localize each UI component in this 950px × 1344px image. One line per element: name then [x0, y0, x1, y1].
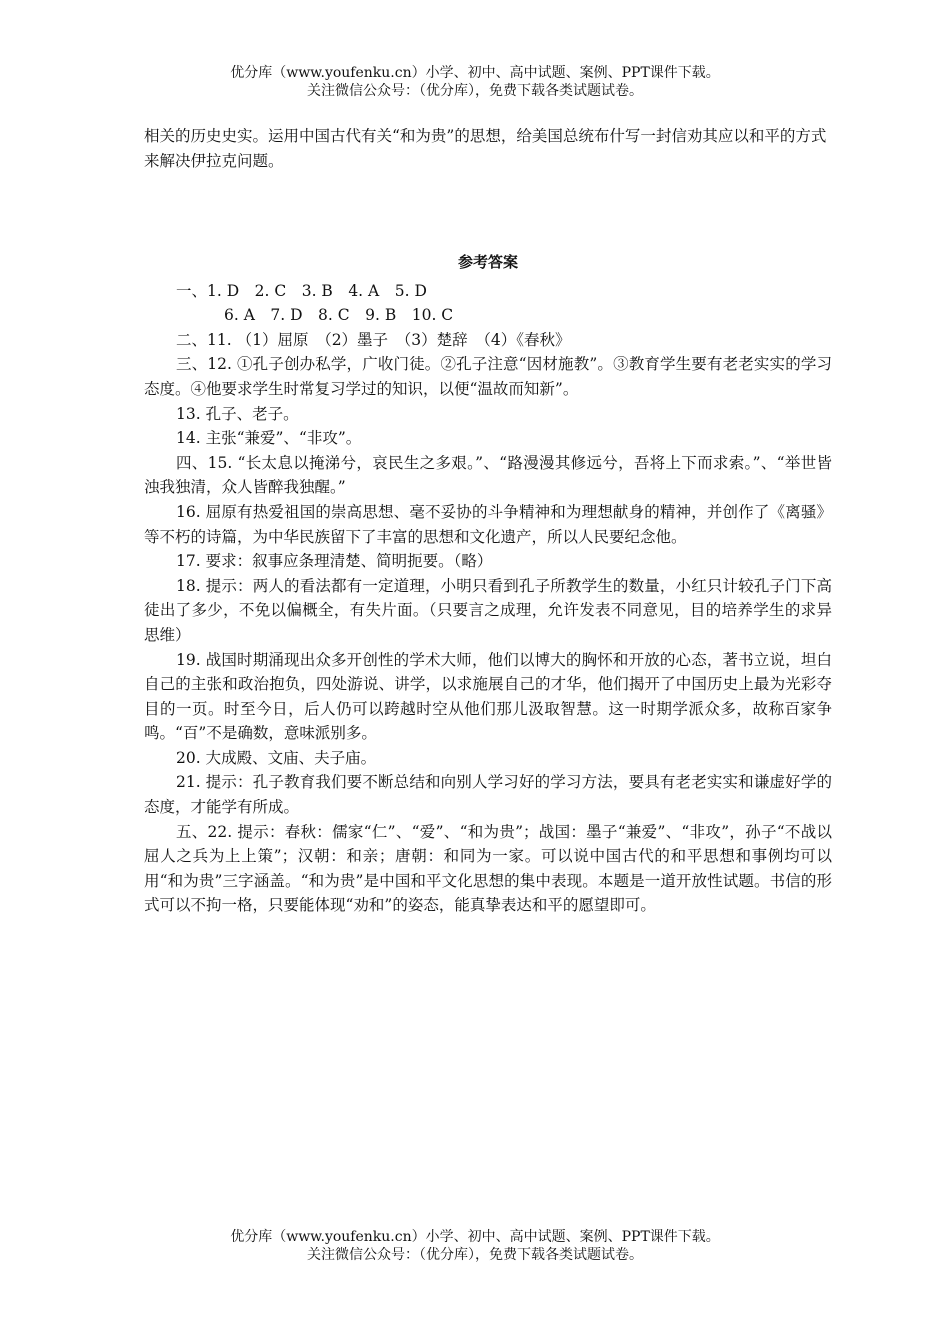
footer-line-2: 关注微信公众号：（优分库），免费下载各类试题试卷。 — [307, 1247, 643, 1263]
answer-21: 21. 提示：孔子教育我们要不断总结和向别人学习好的学习方法，要具有老老实实和谦虚好学的态度，才能学有所成。 — [144, 773, 832, 817]
answer-mc-line-1: 一、1. D 2. C 3. B 4. A 5. D — [176, 281, 427, 300]
answer-19: 19. 战国时期涌现出众多开创性的学术大师，他们以博大的胸怀和开放的心态，著书立说，坦白自己的主张和政治抱负，四处游说、讲学，以求施展自己的才华，他们揭开了中国历史上最为光彩夺目的一页。时至今日，后人仍可以跨越时空从他们那儿汲取智慧。这一时期学派众多，故称百家争鸣。“百”不是确数，意味派别多。 — [144, 650, 832, 743]
page-header — [0, 64, 950, 100]
answer-13: 13. 孔子、老子。 — [176, 404, 299, 423]
header-line-2: 关注微信公众号：（优分库），免费下载各类试题试卷。 — [307, 83, 643, 99]
answer-mc-line-2: 6. A 7. D 8. C 9. B 10. C — [224, 306, 454, 325]
answer-22: 五、22. 提示：春秋：儒家“仁”、“爱”、“和为贵”；战国：墨子“兼爱”、“非攻”，孙子“不战以屈人之兵为上上策”；汉朝：和亲；唐朝：和同为一家。可以说中国古代的和平思想和事例均可以用“和为贵”三字涵盖。“和为贵”是中国和平文化思想的集中表现。本题是一道开放性试题。书信的形式可以不拘一格，只要能体现“劝和”的姿态，能真挚表达和平的愿望即可。 — [144, 822, 832, 915]
answer-14: 14. 主张“兼爱”、“非攻”。 — [176, 429, 362, 448]
answer-20: 20. 大成殿、文庙、夫子庙。 — [176, 748, 377, 767]
answer-18: 18. 提示：两人的看法都有一定道理，小明只看到孔子所教学生的数量，小红只计较孔子门下高徒出了多少，不免以偏概全，有失片面。（只要言之成理，允许发表不同意见，目的培养学生的求异思维） — [144, 576, 832, 644]
page-footer — [0, 1228, 950, 1264]
answer-17: 17. 要求：叙事应条理清楚、简明扼要。（略） — [176, 552, 493, 571]
question-continuation: 相关的历史史实。运用中国古代有关“和为贵”的思想，给美国总统布什写一封信劝其应以和平的方式来解决伊拉克问题。 — [144, 127, 827, 170]
answer-11: 二、11. （1）屈原 （2）墨子 （3）楚辞 （4）《春秋》 — [176, 330, 571, 349]
header-line-1: 优分库（www.youfenku.cn）小学、初中、高中试题、案例、PPT课件下载。 — [230, 65, 720, 81]
answer-12: 三、12. ①孔子创办私学，广收门徒。②孔子注意“因材施教”。③教育学生要有老老实实的学习态度。④他要求学生时常复习学过的知识，以便“温故而知新”。 — [144, 355, 832, 398]
answer-key — [144, 250, 832, 918]
answer-16: 16. 屈原有热爱祖国的崇高思想、毫不妥协的斗争精神和为理想献身的精神，并创作了《离骚》等不朽的诗篇，为中华民族留下了丰富的思想和文化遗产，所以人民要纪念他。 — [144, 502, 832, 546]
answer-15: 四、15. “长太息以掩涕兮，哀民生之多艰。”、“路漫漫其修远兮，吾将上下而求索。”、“举世皆浊我独清，众人皆醉我独醒。” — [144, 453, 832, 497]
answer-key-title: 参考答案 — [457, 253, 518, 271]
footer-line-1: 优分库（www.youfenku.cn）小学、初中、高中试题、案例、PPT课件下载。 — [230, 1229, 720, 1245]
